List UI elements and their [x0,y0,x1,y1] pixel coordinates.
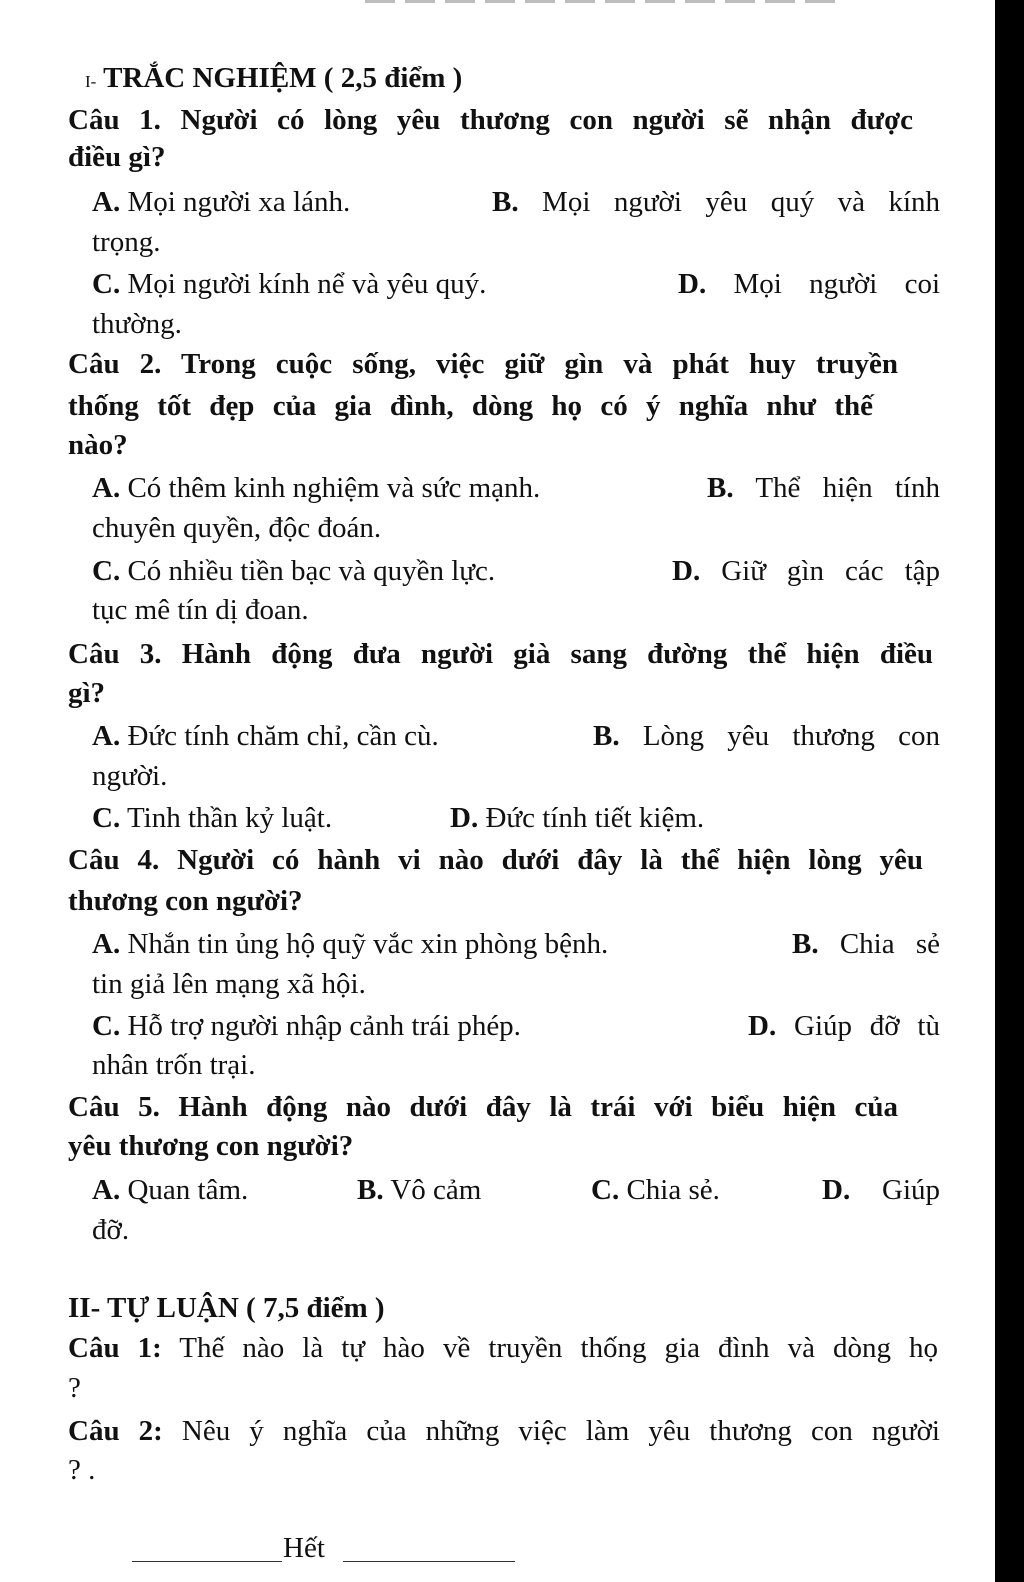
q5-option-d-cont: đỡ. [92,1214,130,1246]
q1-question-line1: Câu 1. Người có lòng yêu thương con người sẽ nhận được [68,104,914,136]
q2-option-a: A. Có thêm kinh nghiệm và sức mạnh. [92,472,541,504]
part1-roman: I- [85,72,97,91]
q5-option-b: B. Vô cảm [357,1174,482,1206]
q1-option-d: D. Mọi người coi [678,268,941,300]
end-rule-left [132,1561,282,1562]
q1-option-a: A. Mọi người xa lánh. [92,186,351,218]
q1-option-b: B. Mọi người yêu quý và kính [492,186,941,218]
q3-option-d: D. Đức tính tiết kiệm. [450,802,705,834]
q3-option-a: A. Đức tính chăm chỉ, cần cù. [92,720,439,752]
q4-option-d: D. Giúp đỡ tù [748,1010,940,1042]
q1-question-line2: điều gì? [68,141,166,173]
q4-option-b: B. Chia sẻ [792,928,940,960]
q4-question-line1: Câu 4. Người có hành vi nào dưới đây là thể hiện lòng yêu [68,844,924,876]
q3-question-line1: Câu 3. Hành động đưa người già sang đường thể hiện điều [68,638,934,670]
q5-option-a: A. Quan tâm. [92,1174,249,1206]
essay-q2-line1: Câu 2: Nêu ý nghĩa của những việc làm yêu thương con người [68,1415,940,1447]
q2-question-line1: Câu 2. Trong cuộc sống, việc giữ gìn và phát huy truyền [68,348,898,380]
q1-option-c: C. Mọi người kính nể và yêu quý. [92,268,487,300]
q4-option-a: A. Nhắn tin ủng hộ quỹ vắc xin phòng bệnh. [92,928,609,960]
essay-q1-line2: ? [68,1372,81,1404]
q4-option-c: C. Hỗ trợ người nhập cảnh trái phép. [92,1010,521,1042]
q1-option-b-cont: trọng. [92,226,161,258]
q3-option-c: C. Tinh thần kỷ luật. [92,802,333,834]
q5-option-d: D. Giúp [822,1174,940,1206]
right-black-border [995,0,1024,1582]
part2-heading: II- TỰ LUẬN ( 7,5 điểm ) [68,1292,385,1324]
q2-option-b: B. Thể hiện tính [707,472,940,504]
top-cutoff-line [365,0,835,3]
part1-title: TRẮC NGHIỆM ( 2,5 điểm ) [103,62,463,94]
part1-heading [85,58,462,102]
q2-question-line3: nào? [68,429,128,461]
end-rule-right [343,1561,515,1562]
q5-option-c: C. Chia sẻ. [591,1174,720,1206]
q5-question-line1: Câu 5. Hành động nào dưới đây là trái với biểu hiện của [68,1091,898,1123]
q1-option-d-cont: thường. [92,308,182,340]
q4-option-d-cont: nhân trốn trại. [92,1049,256,1081]
q4-option-b-cont: tin giả lên mạng xã hội. [92,968,366,1000]
q2-question-line2: thống tốt đẹp của gia đình, dòng họ có ý nghĩa như thế [68,390,873,422]
q5-question-line2: yêu thương con người? [68,1130,354,1162]
end-text: Hết [283,1532,325,1564]
q2-option-d-cont: tục mê tín dị đoan. [92,594,309,626]
q3-option-b: B. Lòng yêu thương con [593,720,941,752]
q3-option-b-cont: người. [92,760,168,792]
q2-option-b-cont: chuyên quyền, độc đoán. [92,512,382,544]
q4-question-line2: thương con người? [68,885,303,917]
q3-question-line2: gì? [68,677,106,709]
essay-q1-line1: Câu 1: Thế nào là tự hào về truyền thống gia đình và dòng họ [68,1332,939,1364]
essay-q2-line2: ? . [68,1454,96,1486]
q2-option-c: C. Có nhiều tiền bạc và quyền lực. [92,555,496,587]
q2-option-d: D. Giữ gìn các tập [672,555,940,587]
